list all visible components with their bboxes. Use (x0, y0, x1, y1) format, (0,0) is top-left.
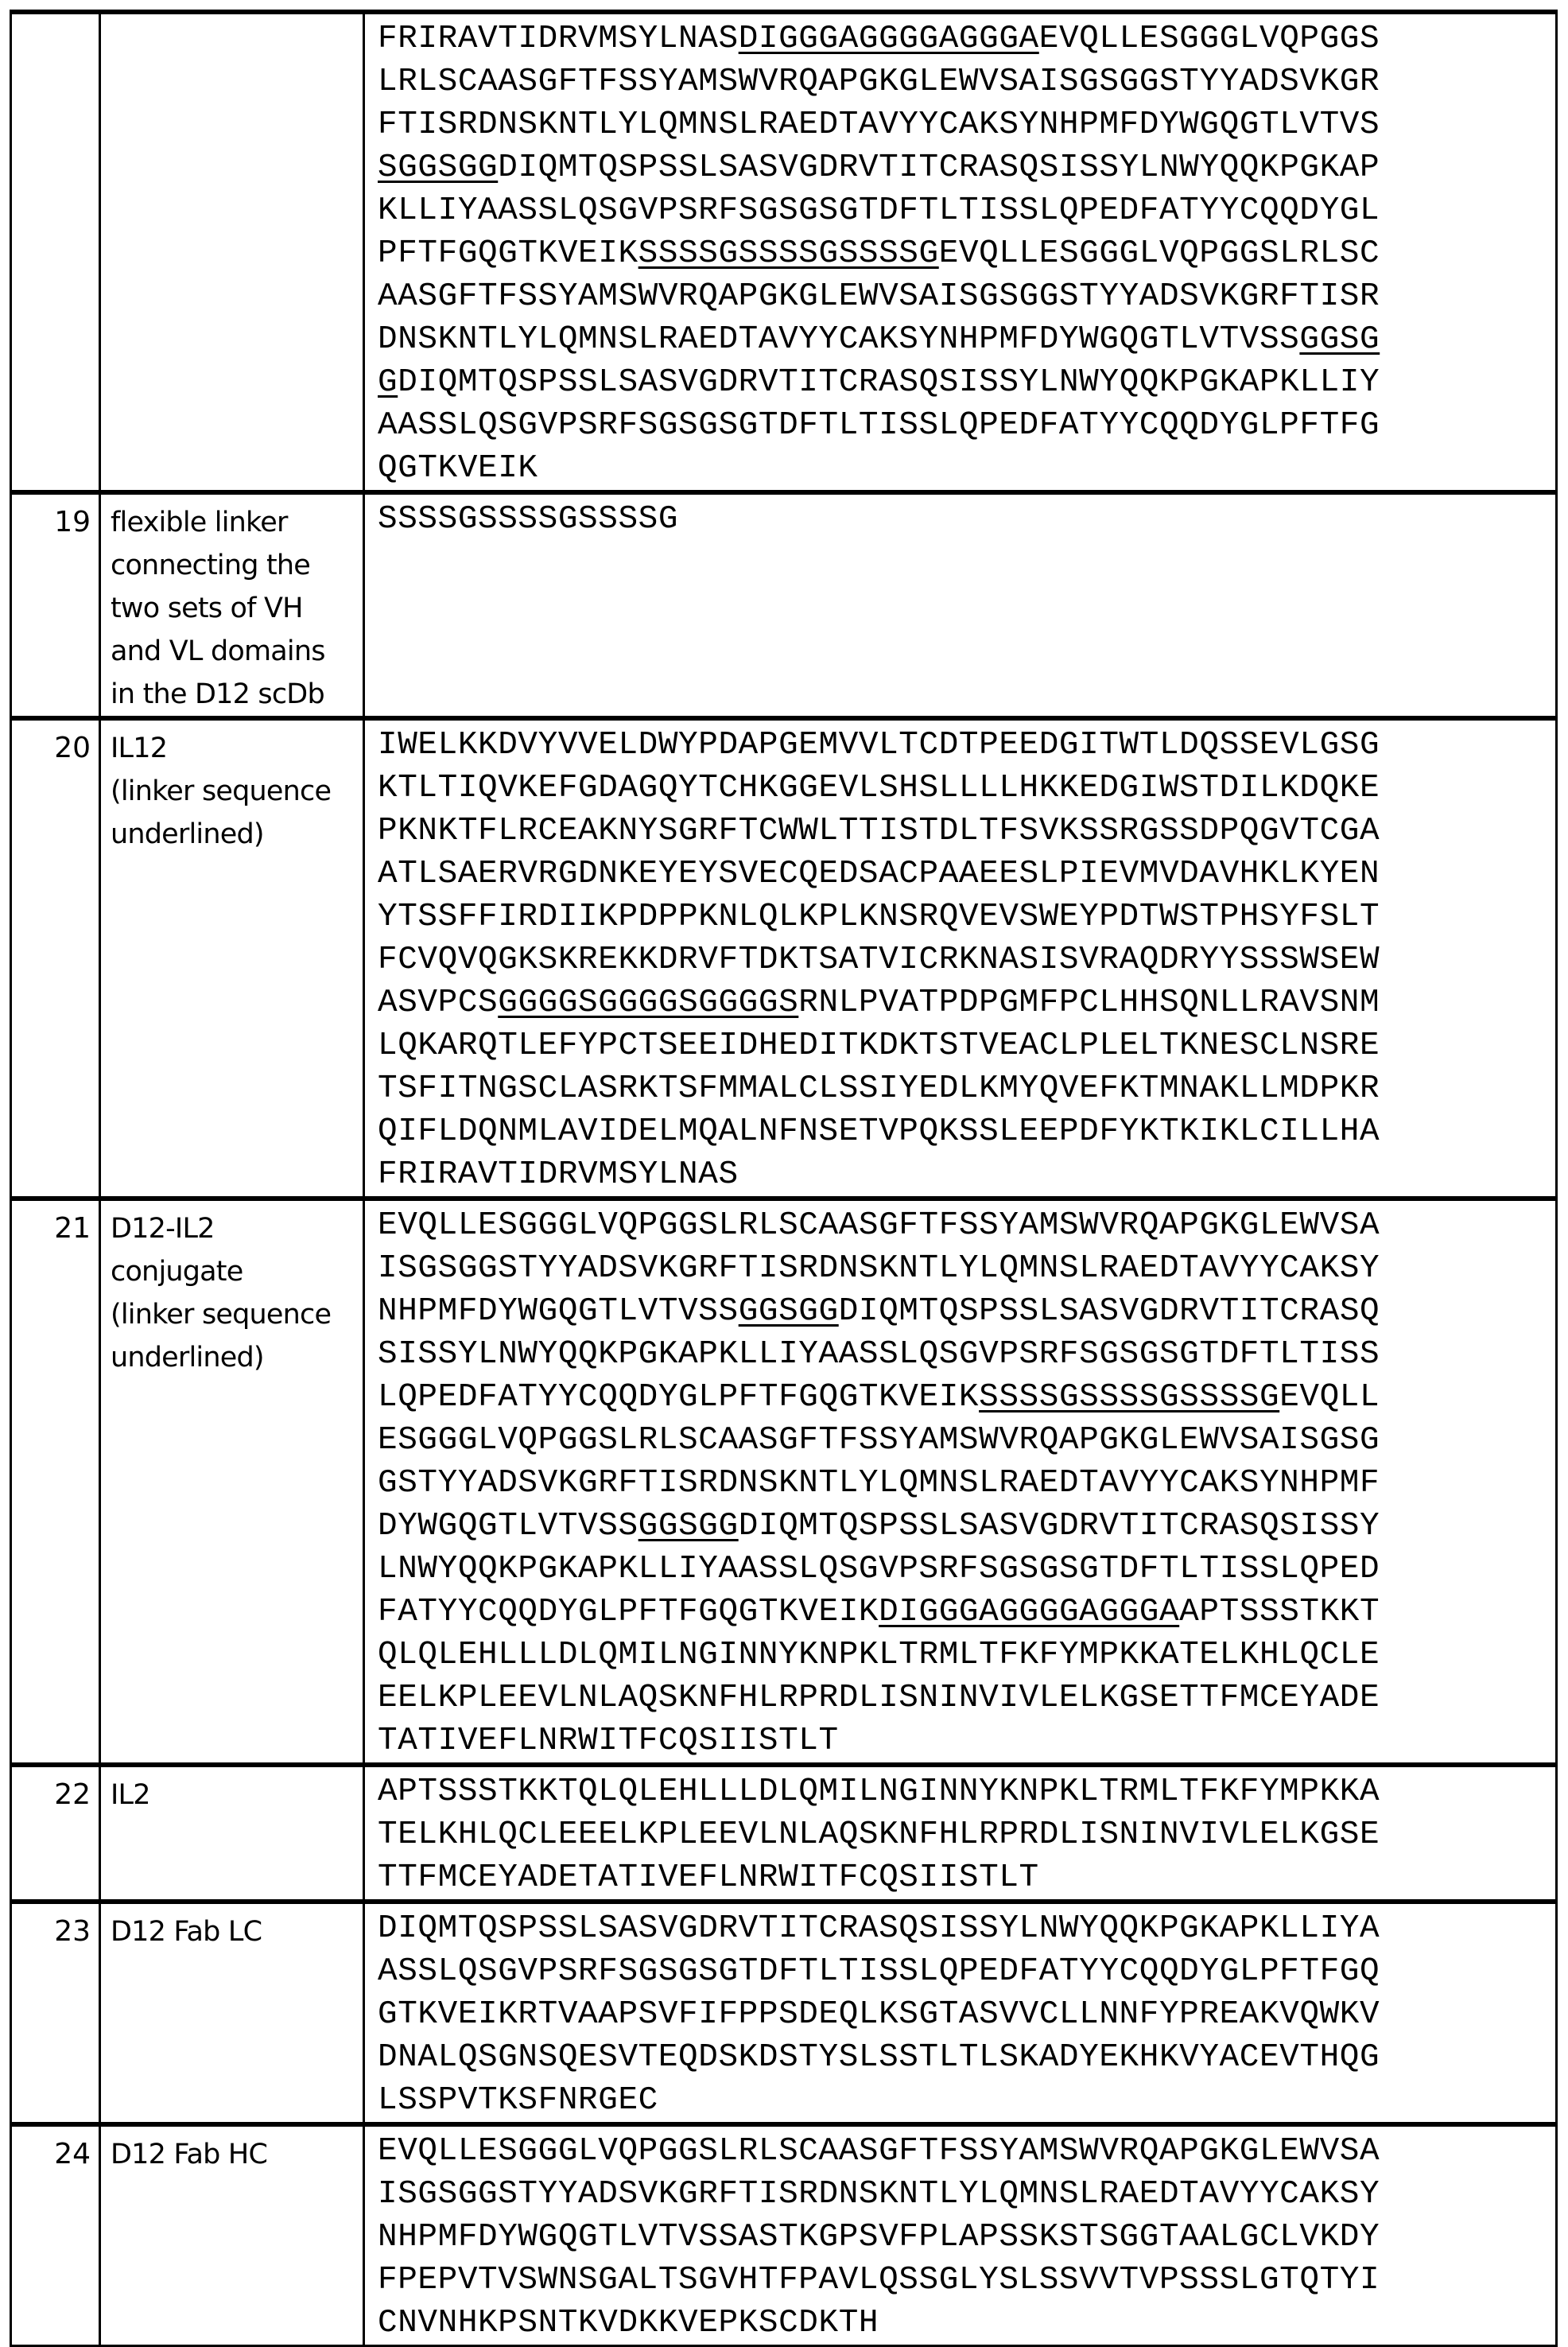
sequence-line (378, 361, 1555, 404)
sequence-segment: PFTFGQGTKVEIK (378, 235, 638, 272)
sequence-segment: ASSLQSGVPSRFSGSGSGTDFTLTISSLQPEDFATYYCQQDYGLPFTFGQ (378, 1953, 1380, 1990)
sequence-description (100, 718, 364, 1199)
linker-sequence-underlined: GGGGSGGGGSGGGGS (498, 985, 799, 1021)
sequence-table-body (11, 12, 1557, 2346)
description-line: conjugate (111, 1256, 243, 1288)
sequence-segment: TATIVEFLNRWITFCQSIISTLT (378, 1723, 839, 1759)
description-line: and VL domains (111, 635, 325, 667)
sequence-segment: ISGSGGSTYYADSVKGRFTISRDNSKNTLYLQMNSLRAEDTAVYYCAKSY (378, 2176, 1380, 2213)
table-row (11, 1199, 1557, 1765)
table-row (11, 492, 1557, 718)
sequence-segment: RNLPVATPDPGMFPCLHHSQNLLRAVSNM (798, 985, 1380, 1021)
sequence-line (378, 404, 1555, 447)
sequence-segment: DIQMTQSPSSLSASVGDRVTITCRASQSISSY (738, 1508, 1380, 1545)
sequence-line (378, 498, 1555, 541)
sequence-segment: ASVPCS (378, 985, 499, 1021)
amino-acid-sequence (364, 2124, 1557, 2346)
sequence-line (378, 1548, 1555, 1591)
sequence-segment: EVQLLESGGGLVQPGGSLRLSC (938, 235, 1380, 272)
sequence-segment: AASSLQSGVPSRFSGSGSGTDFTLTISSLQPEDFATYYCQQDYGLPFTFG (378, 407, 1380, 444)
sequence-line (378, 1333, 1555, 1376)
linker-sequence-underlined: DIGGGAGGGGAGGGA (738, 21, 1039, 57)
linker-sequence-underlined: GGSGG (638, 1508, 739, 1545)
sequence-segment: DIQMTQSPSSLSASVGDRVTITCRASQ (838, 1293, 1380, 1330)
sequence-line (378, 1419, 1555, 1462)
sequence-line (378, 1813, 1555, 1856)
table-row (11, 2124, 1557, 2346)
sequence-segment: PKNKTFLRCEAKNYSGRFTCWWLTTISTDLTFSVKSSRGSSDPQGVTCGA (378, 813, 1380, 849)
sequence-line (378, 1856, 1555, 1899)
table-row (11, 1902, 1557, 2124)
sequence-description (100, 2124, 364, 2346)
description-line: flexible linker (111, 507, 288, 538)
linker-sequence-underlined: SSSSGSSSSGSSSSG (638, 235, 939, 272)
sequence-segment: LRLSCAASGFTFSSYAMSWVRQAPGKGLEWVSAISGSGGSTYYADSVKGR (378, 64, 1380, 100)
sequence-line (378, 2259, 1555, 2302)
sequence-line (378, 2036, 1555, 2079)
sequence-segment: DYWGQGTLVTVSS (378, 1508, 638, 1545)
sequence-line (378, 1110, 1555, 1153)
sequence-segment: EVQLLESGGGLVQPGGSLRLSCAASGFTFSSYAMSWVRQAPGKGLEWVSA (378, 1207, 1380, 1244)
sequence-description (100, 1199, 364, 1765)
linker-sequence-underlined: G (378, 364, 398, 401)
description-line: underlined) (111, 1342, 264, 1374)
sequence-segment: EELKPLEEVLNLAQSKNFHLRPRDLISNINVIVLELKGSETTFMCEYADE (378, 1680, 1380, 1716)
amino-acid-sequence (364, 12, 1557, 492)
sequence-line (378, 60, 1555, 103)
sequence-segment: NHPMFDYWGQGTLVTVSS (378, 1293, 739, 1330)
description-line: in the D12 scDb (111, 678, 324, 710)
sequence-line (378, 1462, 1555, 1505)
sequence-line (378, 189, 1555, 232)
table-row (11, 718, 1557, 1199)
amino-acid-sequence (364, 1199, 1557, 1765)
sequence-segment: KTLTIQVKEFGDAGQYTCHKGGEVLSHSLLLLHKKEDGIWSTDILKDQKE (378, 770, 1380, 806)
seq-id-number: 24 (11, 2124, 100, 2346)
description-line: IL12 (111, 732, 168, 764)
sequence-segment: LQKARQTLEFYPCTSEEIDHEDITKDKTSTVEACLPLELTKNESCLNSRE (378, 1028, 1380, 1064)
sequence-segment: GSTYYADSVKGRFTISRDNSKNTLYLQMNSLRAEDTAVYYCAKSYNHPMF (378, 1465, 1380, 1502)
sequence-description (100, 492, 364, 718)
sequence-line (378, 1067, 1555, 1110)
sequence-segment: FPEPVTVSWNSGALTSGVHTFPAVLQSSGLYSLSSVVTVPSSSLGTQTYI (378, 2262, 1380, 2298)
description-line: (linker sequence (111, 775, 332, 807)
description-line: D12 Fab HC (111, 2139, 268, 2170)
sequence-line (378, 2302, 1555, 2345)
seq-id-number: 20 (11, 718, 100, 1199)
sequence-line (378, 1204, 1555, 1247)
sequence-segment: FCVQVQGKSKREKKDRVFTDKTSATVICRKNASISVRAQDRYYSSSWSEW (378, 942, 1380, 978)
description-line: IL2 (111, 1779, 150, 1811)
sequence-segment: SISSYLNWYQQKPGKAPKLLIYAASSLQSGVPSRFSGSGSGTDFTLTISS (378, 1336, 1380, 1373)
sequence-segment: CNVNHKPSNTKVDKKVEPKSCDKTH (378, 2305, 879, 2341)
sequence-segment: DIQMTQSPSSLSASVGDRVTITCRASQSISSYLNWYQQKPGKAPKLLIY (398, 364, 1380, 401)
linker-sequence-underlined: SSSSGSSSSGSSSSG (979, 1379, 1280, 1416)
sequence-line (378, 1950, 1555, 1993)
sequence-segment: TELKHLQCLEEELKPLEEVLNLAQSKNFHLRPRDLISNINVIVLELKGSE (378, 1817, 1380, 1853)
sequence-segment: APTSSSTKKTQLQLEHLLLDLQMILNGINNYKNPKLTRMLTFKFYMPKKA (378, 1774, 1380, 1810)
linker-sequence-underlined: GGSG (1299, 321, 1380, 358)
table-row (11, 1765, 1557, 1902)
sequence-line (378, 1907, 1555, 1950)
sequence-segment: YTSSFFIRDIIKPDPPKNLQLKPLKNSRQVEVSWEYPDTWSTPHSYFSLT (378, 899, 1380, 935)
sequence-segment: NHPMFDYWGQGTLVTVSSASTKGPSVFPLAPSSKSTSGGTAALGCLVKDY (378, 2219, 1380, 2256)
amino-acid-sequence (364, 1765, 1557, 1902)
sequence-line (378, 1677, 1555, 1719)
table-row (11, 12, 1557, 492)
description-line: connecting the (111, 550, 311, 581)
sequence-line (378, 1770, 1555, 1813)
sequence-line (378, 767, 1555, 810)
sequence-line (378, 1591, 1555, 1634)
sequence-segment: LSSPVTKSFNRGEC (378, 2082, 658, 2119)
sequence-table (10, 10, 1558, 2347)
linker-sequence-underlined: SGGSGG (378, 150, 499, 186)
sequence-line (378, 17, 1555, 60)
sequence-segment: ISGSGGSTYYADSVKGRFTISRDNSKNTLYLQMNSLRAEDTAVYYCAKSY (378, 1250, 1380, 1287)
sequence-segment: QIFLDQNMLAVIDELMQALNFNSETVPQKSSLEEPDFYKTKIKLCILLHA (378, 1113, 1380, 1150)
amino-acid-sequence (364, 1902, 1557, 2124)
sequence-line (378, 1153, 1555, 1196)
description-line: (linker sequence (111, 1299, 332, 1331)
sequence-line (378, 981, 1555, 1024)
sequence-line (378, 1993, 1555, 2036)
sequence-segment: AASGFTFSSYAMSWVRQAPGKGLEWVSAISGSGGSTYYADSVKGRFTISR (378, 278, 1380, 315)
sequence-segment: LQPEDFATYYCQQDYGLPFTFGQGTKVEIK (378, 1379, 980, 1416)
sequence-segment: KLLIYAASSLQSGVPSRFSGSGSGTDFTLTISSLQPEDFATYYCQQDYGL (378, 192, 1380, 229)
sequence-line (378, 1376, 1555, 1419)
sequence-segment: SSSSGSSSSGSSSSG (378, 501, 679, 538)
seq-id-number (11, 12, 100, 492)
sequence-segment: QLQLEHLLLDLQMILNGINNYKNPKLTRMLTFKFYMPKKATELKHLQCLE (378, 1637, 1380, 1673)
sequence-line (378, 2173, 1555, 2216)
sequence-line (378, 1024, 1555, 1067)
sequence-line (378, 146, 1555, 189)
sequence-segment: QGTKVEIK (378, 450, 538, 487)
sequence-line (378, 938, 1555, 981)
sequence-segment: GTKVEIKRTVAAPSVFIFPPSDEQLKSGTASVVCLLNNFYPREAKVQWKV (378, 1996, 1380, 2033)
sequence-description (100, 1765, 364, 1902)
description-line: underlined) (111, 818, 264, 850)
sequence-segment: DNSKNTLYLQMNSLRAEDTAVYYCAKSYNHPMFDYWGQGTLVTVSS (378, 321, 1300, 358)
sequence-line (378, 1719, 1555, 1762)
sequence-segment: FATYYCQQDYGLPFTFGQGTKVEIK (378, 1594, 879, 1630)
sequence-line (378, 232, 1555, 275)
sequence-segment: FRIRAVTIDRVMSYLNAS (378, 1156, 739, 1193)
sequence-description (100, 12, 364, 492)
sequence-line (378, 2130, 1555, 2173)
sequence-line (378, 447, 1555, 490)
sequence-segment: EVQLLESGGGLVQPGGS (1038, 21, 1380, 57)
sequence-segment: DIQMTQSPSSLSASVGDRVTITCRASQSISSYLNWYQQKPGKAPKLLIYA (378, 1910, 1380, 1947)
sequence-line (378, 1290, 1555, 1333)
sequence-segment: DIQMTQSPSSLSASVGDRVTITCRASQSISSYLNWYQQKPGKAP (498, 150, 1380, 186)
sequence-line (378, 275, 1555, 318)
sequence-segment: EVQLL (1279, 1379, 1380, 1416)
sequence-line (378, 810, 1555, 853)
sequence-segment: FTISRDNSKNTLYLQMNSLRAEDTAVYYCAKSYNHPMFDYWGQGTLVTVS (378, 107, 1380, 143)
sequence-line (378, 103, 1555, 146)
sequence-segment: TSFITNGSCLASRKTSFMMALCLSSIYEDLKMYQVEFKTMNAKLLMDPKR (378, 1071, 1380, 1107)
linker-sequence-underlined: GGSGG (738, 1293, 839, 1330)
sequence-line (378, 1634, 1555, 1677)
sequence-line (378, 1505, 1555, 1548)
sequence-description (100, 1902, 364, 2124)
sequence-segment: IWELKKDVYVVELDWYPDAPGEMVVLTCDTPEEDGITWTLDQSSEVLGSG (378, 727, 1380, 764)
sequence-segment: DNALQSGNSQESVTEQDSKDSTYSLSSTLTLSKADYEKHKVYACEVTHQG (378, 2039, 1380, 2076)
linker-sequence-underlined: DIGGGAGGGGAGGGA (879, 1594, 1180, 1630)
sequence-line (378, 1247, 1555, 1290)
description-line: two sets of VH (111, 593, 303, 624)
sequence-line (378, 318, 1555, 361)
amino-acid-sequence (364, 718, 1557, 1199)
sequence-line (378, 2216, 1555, 2259)
sequence-line (378, 896, 1555, 938)
sequence-segment: APTSSSTKKT (1179, 1594, 1380, 1630)
sequence-line (378, 853, 1555, 896)
sequence-line (378, 2079, 1555, 2122)
description-line: D12-IL2 (111, 1213, 215, 1245)
description-line: D12 Fab LC (111, 1916, 262, 1948)
amino-acid-sequence (364, 492, 1557, 718)
seq-id-number: 19 (11, 492, 100, 718)
sequence-segment: LNWYQQKPGKAPKLLIYAASSLQSGVPSRFSGSGSGTDFTLTISSLQPED (378, 1551, 1380, 1587)
sequence-segment: TTFMCEYADETATIVEFLNRWITFCQSIISTLT (378, 1859, 1039, 1896)
sequence-segment: FRIRAVTIDRVMSYLNAS (378, 21, 739, 57)
sequence-line (378, 724, 1555, 767)
sequence-segment: EVQLLESGGGLVQPGGSLRLSCAASGFTFSSYAMSWVRQAPGKGLEWVSA (378, 2133, 1380, 2170)
sequence-segment: ESGGGLVQPGGSLRLSCAASGFTFSSYAMSWVRQAPGKGLEWVSAISGSG (378, 1422, 1380, 1459)
sequence-segment: ATLSAERVRGDNKEYEYSVECQEDSACPAAEESLPIEVMVDAVHKLKYEN (378, 856, 1380, 892)
seq-id-number: 22 (11, 1765, 100, 1902)
seq-id-number: 23 (11, 1902, 100, 2124)
seq-id-number: 21 (11, 1199, 100, 1765)
